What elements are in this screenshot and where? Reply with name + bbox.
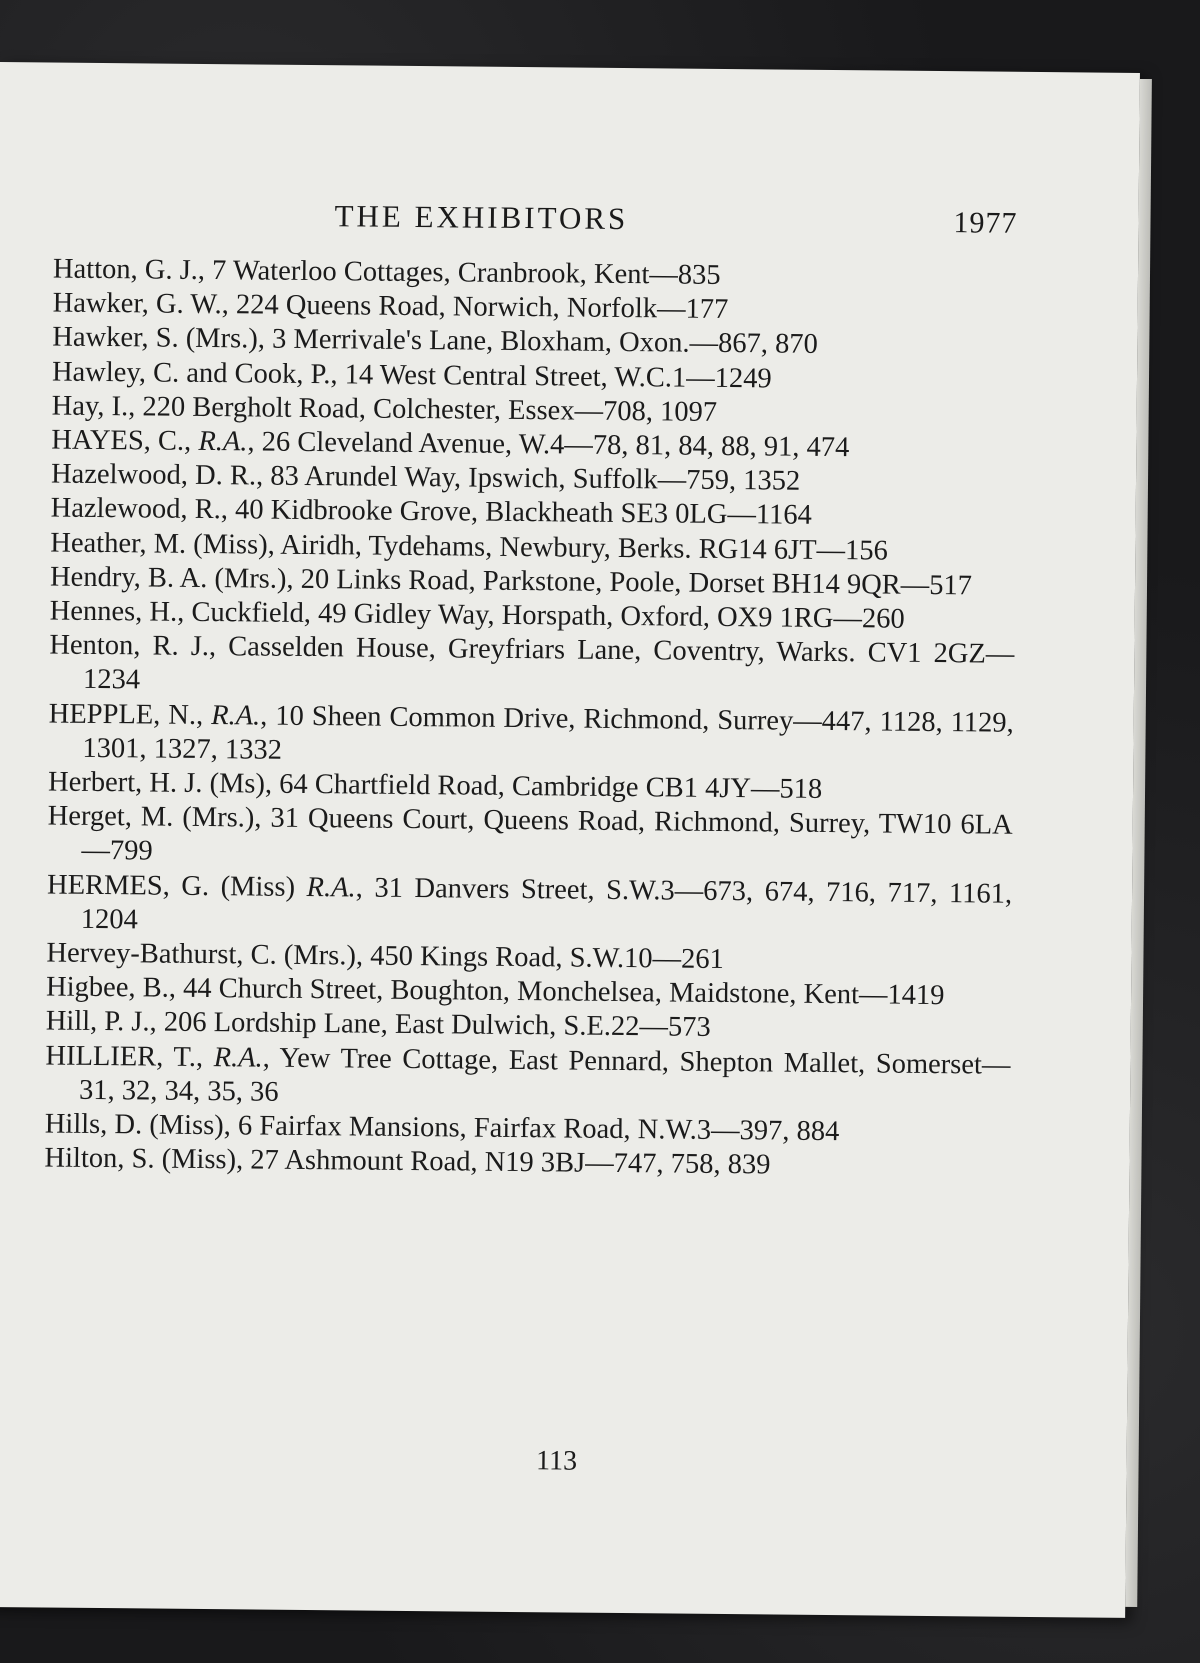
entry-ra: R.A. xyxy=(198,425,248,458)
entry-name: Hazelwood, D. R., xyxy=(50,458,264,492)
running-head xyxy=(0,195,1139,246)
exhibitor-entry xyxy=(48,697,1014,775)
entry-address: 450 Kings Road, S.W.10—261 xyxy=(362,940,724,976)
exhibitor-entry xyxy=(45,1039,1011,1117)
entry-address: , Yew Tree Cottage, East Pennard, Shepton Mallet, Somerset—31, 32, 34, 35, 36 xyxy=(78,1042,1011,1108)
entry-name: Hay, I., xyxy=(51,390,136,423)
entry-name: Hazlewood, R., xyxy=(50,492,229,526)
exhibitor-entry xyxy=(47,868,1013,946)
entry-address: 20 Links Road, Parkstone, Poole, Dorset BH14 9QR—517 xyxy=(293,563,973,602)
entry-address: 64 Chartfield Road, Cambridge CB1 4JY—518 xyxy=(271,768,823,805)
entry-name: Hatton, G. J., xyxy=(52,253,206,286)
entry-address: 220 Bergholt Road, Colchester, Essex—708, 1097 xyxy=(135,391,718,428)
entry-name: Hervey-Bathurst, C. (Mrs.), xyxy=(46,937,364,972)
entry-address: 40 Kidbrooke Grove, Blackheath SE3 0LG—1164 xyxy=(227,494,813,532)
entry-name: Hills, D. (Miss), xyxy=(44,1108,232,1142)
entry-address: 3 Merrivale's Lane, Bloxham, Oxon.—867, 870 xyxy=(264,323,818,361)
entry-name: Hawker, S. (Mrs.), xyxy=(52,321,266,355)
exhibitor-entry xyxy=(49,629,1015,707)
entry-ra: R.A. xyxy=(213,1041,263,1074)
entry-ra: R.A. xyxy=(211,699,261,732)
entry-address: Airidh, Tydehams, Newbury, Berks. RG14 6JT—156 xyxy=(274,529,889,567)
entry-name: HAYES, C., xyxy=(51,424,199,457)
entry-name: Hendry, B. A. (Mrs.), xyxy=(49,561,294,595)
entry-address: 83 Arundel Way, Ipswich, Suffolk—759, 1352 xyxy=(263,460,801,497)
entry-address: , 10 Sheen Common Drive, Richmond, Surrey—447, 1128, 1129, 1301, 1327, 1332 xyxy=(82,700,1014,766)
entry-name: Herbert, H. J. (Ms), xyxy=(47,766,273,800)
entry-name: Hennes, H., xyxy=(49,595,185,628)
entry-name: HEPPLE, N., xyxy=(48,698,212,731)
page-year: 1977 xyxy=(953,206,1018,240)
entry-address: 27 Ashmount Road, N19 3BJ—747, 758, 839 xyxy=(243,1144,771,1181)
book-page xyxy=(0,62,1140,1618)
entry-address: Casselden House, Greyfriars Lane, Coventry, Warks. CV1 2GZ—1234 xyxy=(82,631,1015,696)
entry-address: Cuckfield, 49 Gidley Way, Horspath, Oxford, OX9 1RG—260 xyxy=(184,596,905,635)
page-number: 113 xyxy=(535,1445,578,1477)
page-title: THE EXHIBITORS xyxy=(334,198,629,237)
entry-address: 31 Queens Court, Queens Road, Richmond, Surrey, TW10 6LA—799 xyxy=(81,802,1013,867)
entry-name: HERMES, G. (Miss) xyxy=(46,869,307,903)
entry-name: Herget, M. (Mrs.), xyxy=(47,800,262,834)
exhibitor-entry xyxy=(47,800,1013,878)
entry-address: , 26 Cleveland Avenue, W.4—78, 81, 84, 88, 91, 474 xyxy=(247,426,850,464)
entry-address: , 31 Danvers Street, S.W.3—673, 674, 716, 717, 1161, 1204 xyxy=(80,872,1013,936)
entry-name: Heather, M. (Miss), xyxy=(50,527,275,561)
entry-name: Hill, P. J., xyxy=(45,1005,157,1039)
entry-name: Henton, R. J., xyxy=(49,629,217,663)
entry-name: Higbee, B., xyxy=(45,971,177,1004)
entry-ra: R.A. xyxy=(306,871,356,904)
entry-address: 14 West Central Street, W.C.1—1249 xyxy=(337,358,772,395)
entry-address: 6 Fairfax Mansions, Fairfax Road, N.W.3—397, 884 xyxy=(230,1110,840,1148)
entry-address: 44 Church Street, Boughton, Monchelsea, Maidstone, Kent—1419 xyxy=(175,972,945,1012)
entry-name: Hawker, G. W., xyxy=(52,287,229,321)
exhibitor-list xyxy=(44,253,1018,1186)
entry-name: Hilton, S. (Miss), xyxy=(44,1142,244,1176)
entry-address: 224 Queens Road, Norwich, Norfolk—177 xyxy=(228,289,729,326)
entry-address: 206 Lordship Lane, East Dulwich, S.E.22—573 xyxy=(156,1007,711,1044)
entry-name: Hawley, C. and Cook, P., xyxy=(51,356,338,390)
entry-address: 7 Waterloo Cottages, Cranbrook, Kent—835 xyxy=(204,254,721,291)
entry-name: HILLIER, T., xyxy=(45,1040,214,1073)
